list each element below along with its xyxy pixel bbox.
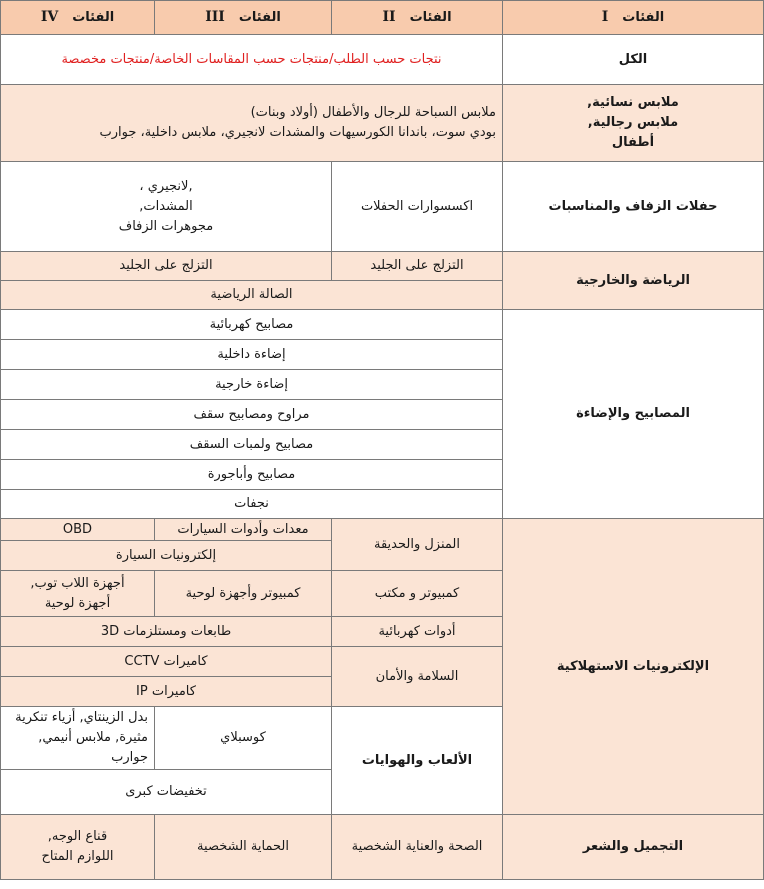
electronics-home-garden: المنزل والحديقة bbox=[332, 519, 503, 571]
header-col-1: الفئاتI bbox=[503, 1, 764, 35]
category-electronics: الإلكترونيات الاستهلاكية bbox=[503, 519, 764, 815]
beauty-masks: قناع الوجه, اللوازم المتاح bbox=[1, 815, 155, 880]
electronics-laptops: أجهزة اللاب توب, أجهزة لوحية bbox=[1, 571, 155, 617]
electronics-ip: كاميرات IP bbox=[1, 677, 332, 707]
row-sports-1 bbox=[1, 252, 764, 281]
row-beauty bbox=[1, 815, 764, 880]
sports-gym: الصالة الرياضية bbox=[1, 281, 503, 310]
header-col-2: الفئاتII bbox=[332, 1, 503, 35]
category-lighting: المصابيح والإضاءة bbox=[503, 310, 764, 519]
category-sports: الرياضة والخارجية bbox=[503, 252, 764, 310]
lighting-item: مصابيح وأباجورة bbox=[1, 460, 503, 490]
electronics-car-electronics: إلكترونيات السيارة bbox=[1, 541, 332, 571]
electronics-printers: طابعات ومستلزمات 3D bbox=[1, 617, 332, 647]
beauty-protection: الحماية الشخصية bbox=[155, 815, 332, 880]
row-all bbox=[1, 35, 764, 85]
electronics-computer-office: كمبيوتر و مكتب bbox=[332, 571, 503, 617]
sports-skating-2: التزلج على الجليد bbox=[332, 252, 503, 281]
category-all: الكل bbox=[503, 35, 764, 85]
electronics-car-tools: معدات وأدوات السيارات bbox=[155, 519, 332, 541]
category-weddings: حفلات الزفاف والمناسبات bbox=[503, 162, 764, 252]
clothing-value: ملابس السباحة للرجال والأطفال (أولاد وبنات) بودي سوت، باندانا الكورسيهات والمشدات لانجيري، ملابس داخلية، جوارب bbox=[1, 85, 503, 162]
electronics-safety: السلامة والأمان bbox=[332, 647, 503, 707]
row-weddings bbox=[1, 162, 764, 252]
row-lighting-1 bbox=[1, 310, 764, 340]
row-clothing bbox=[1, 85, 764, 162]
row-electronics-1 bbox=[1, 519, 764, 541]
header-col-4: الفئاتIV bbox=[1, 1, 155, 35]
wedding-items: ,لانجيري ، المشدات, مجوهرات الزفاف bbox=[1, 162, 332, 252]
electronics-cctv: كاميرات CCTV bbox=[1, 647, 332, 677]
header-col-3: الفئاتIII bbox=[155, 1, 332, 35]
lighting-item: مراوح ومصابيح سقف bbox=[1, 400, 503, 430]
beauty-health: الصحة والعناية الشخصية bbox=[332, 815, 503, 880]
wedding-accessories: اكسسوارات الحفلات bbox=[332, 162, 503, 252]
category-clothing: ملابس نسائية, ملابس رجالية, أطفال bbox=[503, 85, 764, 162]
lighting-item: إضاءة خارجية bbox=[1, 370, 503, 400]
games-cosplay: كوسبلاي bbox=[155, 707, 332, 770]
electronics-electrical-tools: أدوات كهربائية bbox=[332, 617, 503, 647]
category-games: الألعاب والهوايات bbox=[332, 707, 503, 815]
all-value: نتجات حسب الطلب/منتجات حسب المقاسات الخاصة/منتجات مخصصة bbox=[1, 35, 503, 85]
header-row bbox=[1, 1, 764, 35]
lighting-item: مصابيح كهربائية bbox=[1, 310, 503, 340]
lighting-item: إضاءة داخلية bbox=[1, 340, 503, 370]
electronics-computer-tablets: كمبيوتر وأجهزة لوحية bbox=[155, 571, 332, 617]
electronics-obd: OBD bbox=[1, 519, 155, 541]
sports-skating-3: التزلج على الجليد bbox=[1, 252, 332, 281]
lighting-item: مصابيح ولمبات السقف bbox=[1, 430, 503, 460]
games-discounts: تخفيضات كبرى bbox=[1, 770, 332, 815]
category-beauty: التجميل والشعر bbox=[503, 815, 764, 880]
lighting-item: نجفات bbox=[1, 490, 503, 519]
games-costumes: بدل الزينتاي, أزياء تنكرية مثيرة, ملابس أنيمي, جوارب bbox=[1, 707, 155, 770]
